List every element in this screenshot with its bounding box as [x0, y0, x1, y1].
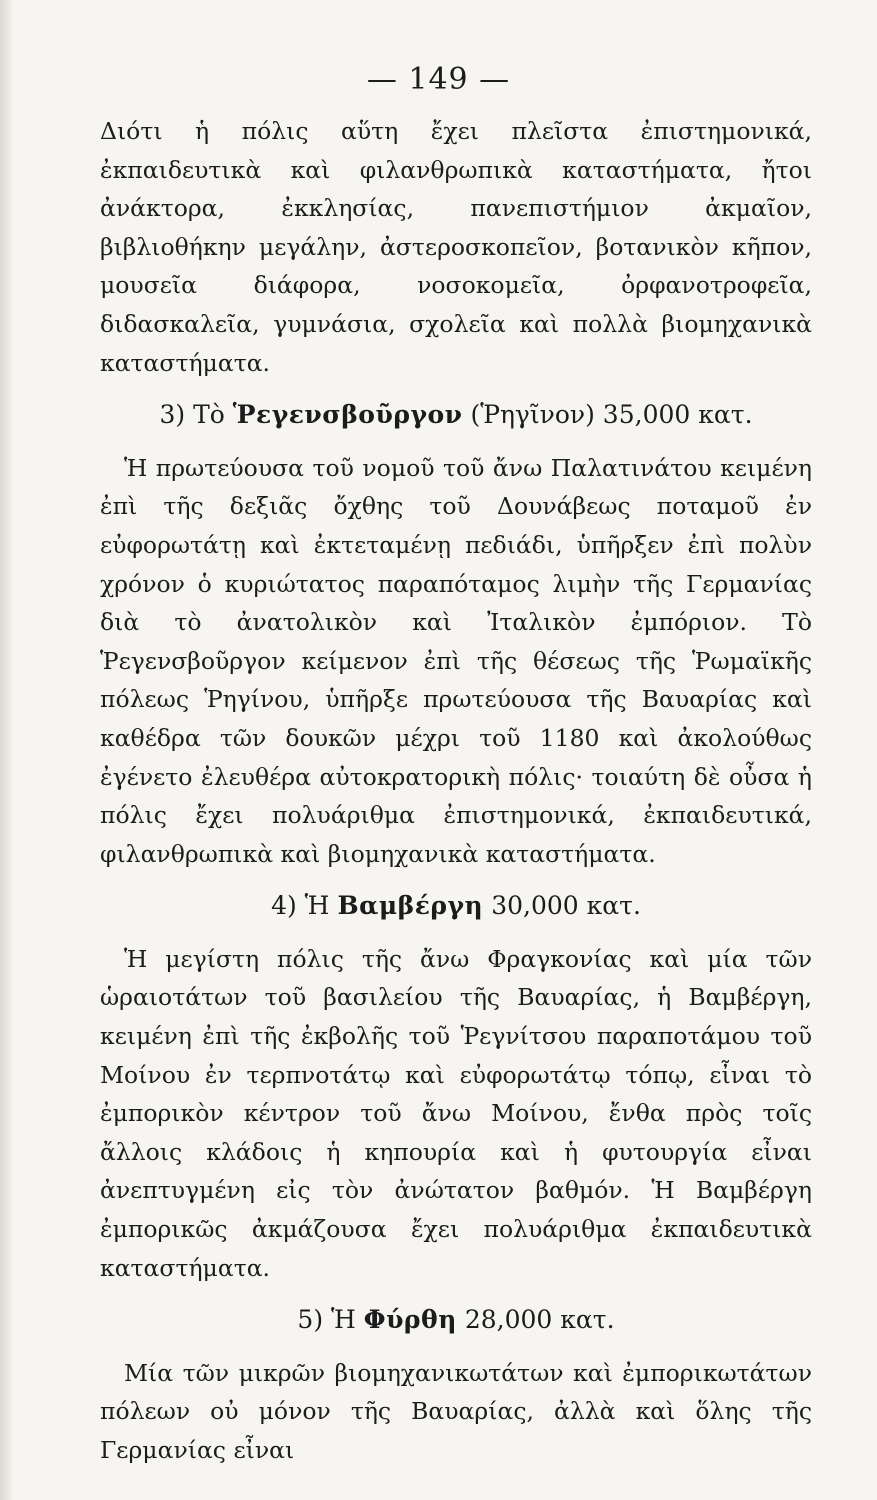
- paragraph-fuerth: Μία τῶν μικρῶν βιομηχανικωτάτων καὶ ἐμπορικωτάτων πόλεων οὐ μόνον τῆς Βαυαρίας, ἀλλὰ καὶ ὅλης τῆς Γερμανίας εἶναι: [100, 1358, 812, 1464]
- section-heading-bamberg: [100, 887, 812, 926]
- section-population: 28,000 κατ.: [464, 1305, 615, 1335]
- paragraph-regensburg: Ἡ πρωτεύουσα τοῦ νομοῦ τοῦ ἄνω Παλατινάτου κειμένη ἐπὶ τῆς δεξιᾶς ὄχθης τοῦ Δουνάβεως ποταμοῦ ἐν εὐφορωτάτῃ καὶ ἐκτεταμένῃ πεδιάδι, ὑπῆρξεν ἐπὶ πολὺν χρόνον ὁ κυριώτατος παραπόταμος λιμὴν τῆς Γερμανίας διὰ τὸ ἀνατολικὸν καὶ Ἰταλικὸν ἐμπόριον. Τὸ Ῥεγενσβοῦργον κείμενον ἐπὶ τῆς θέσεως τῆς Ῥωμαϊκῆς πόλεως Ῥηγίνου, ὑπῆρξε πρωτεύουσα τῆς Βαυαρίας καὶ καθέδρα τῶν δουκῶν μέχρι τοῦ 1180 καὶ ἀκολούθως ἐγένετο ἐλευθέρα αὐτοκρατορικὴ πόλις· τοιαύτη δὲ οὖσα ἡ πόλις ἔχει πολυάριθμα ἐπιστημονικά, ἐκπαιδευτικά, φιλανθρωπικὰ καὶ βιομηχανικὰ καταστήματα.: [100, 453, 812, 868]
- page-body: [100, 112, 812, 1470]
- paragraph-intro: Διότι ἡ πόλις αὕτη ἔχει πλεῖστα ἐπιστημονικά, ἐκπαιδευτικὰ καὶ φιλανθρωπικὰ καταστήματα, ἤτοι ἀνάκτορα, ἐκκλησίας, πανεπιστήμιον ἀκμαῖον, βιβλιοθήκην μεγάλην, ἀστεροσκοπεῖον, βοτανικὸν κῆπον, μουσεῖα διάφορα, νοσοκομεῖα, ὀρφανοτροφεῖα, διδασκαλεῖα, γυμνάσια, σχολεῖα καὶ πολλὰ βιομηχανικὰ καταστήματα.: [100, 117, 812, 377]
- page-edge-shadow: [0, 0, 14, 1500]
- section-heading-regensburg: [100, 396, 812, 435]
- section-heading-fuerth: [100, 1301, 812, 1340]
- section-population: (Ῥηγῖνον) 35,000 κατ.: [470, 400, 753, 430]
- city-name: Βαμβέργη: [337, 891, 484, 921]
- paragraph-bamberg: Ἡ μεγίστη πόλις τῆς ἄνω Φραγκονίας καὶ μία τῶν ὡραιοτάτων τοῦ βασιλείου τῆς Βαυαρίας, ἡ Βαμβέργη, κειμένη ἐπὶ τῆς ἐκβολῆς τοῦ Ῥεγνίτσου παραποτάμου τοῦ Μοίνου ἐν τερπνοτάτῳ καὶ εὐφορωτάτῳ τόπῳ, εἶναι τὸ ἐμπορικὸν κέντρον τοῦ ἄνω Μοίνου, ἔνθα πρὸς τοῖς ἄλλοις κλάδοις ἡ κηπουρία καὶ ἡ φυτουργία εἶναι ἀνεπτυγμένη εἰς τὸν ἀνώτατον βαθμόν. Ἡ Βαμβέργη ἐμπορικῶς ἀκμάζουσα ἔχει πολυάριθμα ἐκπαιδευτικὰ καταστήματα.: [100, 944, 812, 1282]
- section-number: 4) Ἡ: [271, 891, 330, 921]
- section-number: 5) Ἡ: [297, 1305, 356, 1335]
- city-name: Φύρθη: [363, 1305, 457, 1335]
- page-number: — 149 —: [366, 62, 511, 97]
- section-population: 30,000 κατ.: [491, 891, 641, 921]
- section-number: 3) Τὸ: [159, 400, 225, 430]
- city-name: Ῥεγενσβοῦργον: [232, 400, 463, 430]
